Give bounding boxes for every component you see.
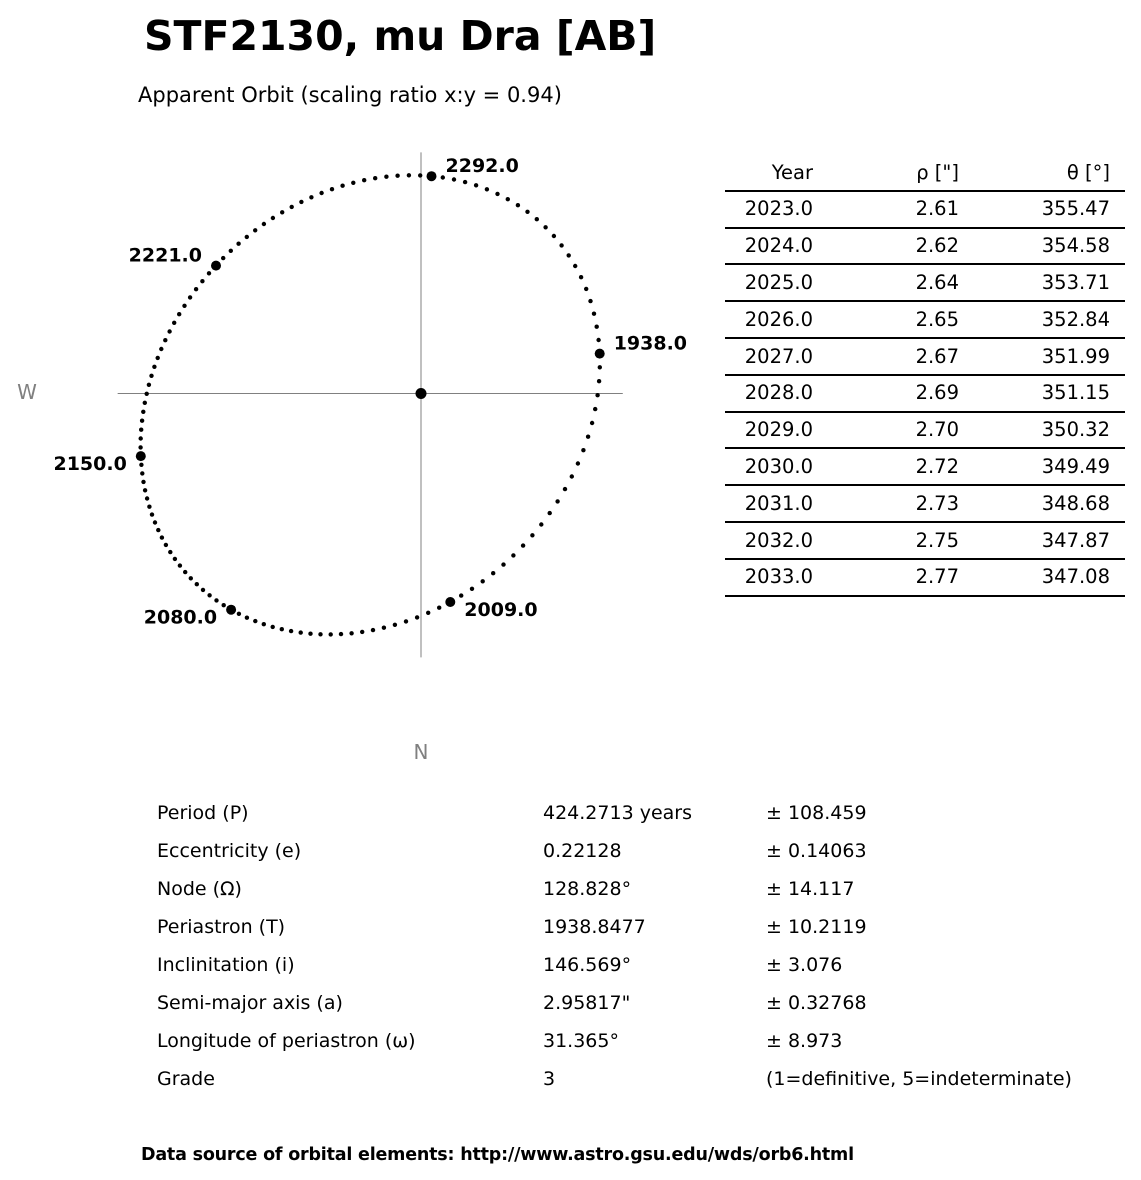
ephem-data-row bbox=[725, 376, 1125, 413]
orbit-dot bbox=[182, 304, 186, 308]
orbit-dot bbox=[245, 235, 249, 239]
element-value: 146.569° bbox=[543, 953, 632, 976]
ephem-header-cell: θ [°] bbox=[1066, 160, 1110, 184]
orbit-dot bbox=[163, 338, 167, 342]
orbit-dot bbox=[579, 275, 583, 279]
orbit-dot bbox=[437, 606, 441, 610]
orbit-dot bbox=[495, 192, 499, 196]
orbit-dot bbox=[530, 533, 534, 537]
orbit-dot bbox=[506, 197, 510, 201]
orbit-dot bbox=[299, 630, 303, 634]
orbit-year-label: 1938.0 bbox=[613, 332, 688, 355]
orbit-dot bbox=[167, 329, 171, 333]
orbit-dot bbox=[299, 200, 303, 204]
ephem-data-row bbox=[725, 486, 1125, 523]
ephem-cell: 2026.0 bbox=[744, 307, 813, 331]
orbit-dot bbox=[253, 228, 257, 232]
orbit-dot bbox=[559, 243, 563, 247]
orbit-epoch-dot bbox=[595, 349, 605, 359]
orbit-dot bbox=[563, 487, 567, 491]
orbit-dot bbox=[592, 312, 596, 316]
orbit-dot bbox=[207, 593, 211, 597]
orbit-dot bbox=[143, 401, 147, 405]
orbit-dot bbox=[168, 550, 172, 554]
orbit-dot bbox=[143, 488, 147, 492]
orbit-dot bbox=[598, 365, 602, 369]
orbit-dot bbox=[555, 499, 559, 503]
ephem-cell: 350.32 bbox=[1041, 418, 1110, 442]
orbit-dot bbox=[597, 379, 601, 383]
orbit-dot bbox=[384, 175, 388, 179]
orbit-epoch-dot bbox=[211, 261, 221, 271]
ephem-cell: 2.62 bbox=[915, 234, 959, 258]
orbit-dot bbox=[459, 593, 463, 597]
orbit-dot bbox=[200, 279, 204, 283]
orbit-year-label: 2292.0 bbox=[445, 155, 519, 178]
ephem-data-row bbox=[725, 449, 1125, 486]
orbit-dot bbox=[201, 588, 205, 592]
orbit-dot bbox=[548, 511, 552, 515]
element-value: 31.365° bbox=[543, 1029, 619, 1052]
ephem-cell: 349.49 bbox=[1041, 455, 1110, 479]
data-source-note: Data source of orbital elements: http://www.astro.gsu.edu/wds/orb6.html bbox=[141, 1145, 854, 1165]
orbit-dot bbox=[340, 184, 344, 188]
orbit-dot bbox=[590, 421, 594, 425]
ephemeris-table bbox=[725, 155, 1125, 597]
element-label: Node (Ω) bbox=[157, 877, 242, 900]
orbit-dot bbox=[371, 628, 375, 632]
orbit-dot bbox=[164, 543, 168, 547]
ephem-cell: 2027.0 bbox=[744, 344, 813, 368]
orbit-year-label: 2009.0 bbox=[464, 599, 538, 621]
orbit-dot bbox=[567, 253, 571, 257]
element-row bbox=[157, 794, 1106, 832]
element-value: 1938.8477 bbox=[543, 915, 646, 938]
orbit-dot bbox=[485, 187, 489, 191]
ephem-cell: 351.15 bbox=[1041, 381, 1110, 405]
orbit-dot bbox=[221, 256, 225, 260]
element-value: 0.22128 bbox=[543, 839, 622, 862]
ephem-cell: 347.08 bbox=[1041, 565, 1110, 589]
ephem-cell: 2033.0 bbox=[744, 565, 813, 589]
orbit-dot bbox=[407, 173, 411, 177]
orbit-dot bbox=[360, 630, 364, 634]
orbit-dot bbox=[415, 615, 419, 619]
orbit-dot bbox=[309, 195, 313, 199]
ephem-cell: 2030.0 bbox=[744, 455, 813, 479]
orbit-dot bbox=[576, 461, 580, 465]
ephem-cell: 351.99 bbox=[1041, 344, 1110, 368]
element-row bbox=[157, 984, 1106, 1022]
ephem-data-row bbox=[725, 229, 1125, 266]
ephem-cell: 2.70 bbox=[915, 418, 959, 442]
ephem-header-cell: ρ ["] bbox=[916, 160, 959, 184]
ephem-cell: 2.72 bbox=[915, 455, 959, 479]
element-label: Period (P) bbox=[157, 801, 249, 824]
orbit-dot bbox=[584, 287, 588, 291]
element-label: Semi-major axis (a) bbox=[157, 991, 343, 1014]
orbit-dot bbox=[595, 325, 599, 329]
orbit-dot bbox=[150, 512, 154, 516]
orbit-dot bbox=[153, 520, 157, 524]
element-label: Periastron (T) bbox=[157, 915, 286, 938]
ephem-cell: 2032.0 bbox=[744, 528, 813, 552]
ephem-cell: 348.68 bbox=[1041, 491, 1110, 515]
element-error: ± 108.459 bbox=[766, 801, 867, 824]
orbit-dot bbox=[145, 496, 149, 500]
orbit-dot bbox=[521, 543, 525, 547]
element-label: Eccentricity (e) bbox=[157, 839, 302, 862]
orbit-dot bbox=[373, 176, 377, 180]
orbit-dot bbox=[339, 632, 343, 636]
orbit-dot bbox=[330, 187, 334, 191]
orbit-dot bbox=[138, 445, 142, 449]
orbit-dot bbox=[329, 632, 333, 636]
orbit-epoch-dot bbox=[427, 171, 437, 181]
orbit-dot bbox=[481, 579, 485, 583]
ephem-cell: 355.47 bbox=[1041, 197, 1110, 221]
orbit-dot bbox=[140, 419, 144, 423]
orbit-dot bbox=[139, 436, 143, 440]
element-error: (1=definitive, 5=indeterminate) bbox=[766, 1067, 1072, 1090]
orbit-dot bbox=[395, 174, 399, 178]
orbit-year-label: 2080.0 bbox=[143, 606, 218, 629]
ephem-data-row bbox=[725, 560, 1125, 597]
orbit-dot bbox=[156, 356, 160, 360]
orbit-dot bbox=[552, 234, 556, 238]
orbit-dot bbox=[195, 582, 199, 586]
orbit-dot bbox=[222, 603, 226, 607]
orbit-dot bbox=[147, 505, 151, 509]
element-row bbox=[157, 832, 1106, 870]
element-error: ± 10.2119 bbox=[766, 915, 867, 938]
ephem-cell: 354.58 bbox=[1041, 234, 1110, 258]
ephem-cell: 2.77 bbox=[915, 565, 959, 589]
orbit-dot bbox=[570, 474, 574, 478]
orbit-dot bbox=[156, 528, 160, 532]
page-title: STF2130, mu Dra [AB] bbox=[144, 12, 657, 60]
orbit-dot bbox=[236, 242, 240, 246]
ephem-cell: 2.69 bbox=[915, 381, 959, 405]
orbit-dot bbox=[271, 625, 275, 629]
ephem-cell: 2024.0 bbox=[744, 234, 813, 258]
ephem-cell: 352.84 bbox=[1041, 307, 1110, 331]
orbit-dot bbox=[290, 205, 294, 209]
compass-north-label: N bbox=[413, 740, 429, 764]
orbit-dot bbox=[207, 271, 211, 275]
orbit-dot bbox=[178, 563, 182, 567]
orbit-dot bbox=[426, 611, 430, 615]
element-value: 2.95817" bbox=[543, 991, 631, 1014]
orbit-dot bbox=[214, 598, 218, 602]
element-row bbox=[157, 1060, 1106, 1098]
ephem-data-row bbox=[725, 192, 1125, 229]
orbit-dot bbox=[588, 299, 592, 303]
orbit-dot bbox=[595, 393, 599, 397]
ephem-cell: 2.75 bbox=[915, 528, 959, 552]
orbit-dot bbox=[474, 183, 478, 187]
ephem-data-row bbox=[725, 523, 1125, 560]
orbit-dot bbox=[140, 471, 144, 475]
orbit-dot bbox=[160, 535, 164, 539]
ephem-cell: 2025.0 bbox=[744, 271, 813, 295]
orbit-epoch-dot bbox=[136, 451, 146, 461]
orbit-dot bbox=[441, 175, 445, 179]
element-row bbox=[157, 1022, 1106, 1060]
ephem-header-row bbox=[725, 155, 1125, 192]
ephem-cell: 2031.0 bbox=[744, 491, 813, 515]
orbit-dot bbox=[280, 627, 284, 631]
orbit-dot bbox=[470, 587, 474, 591]
orbit-dot bbox=[543, 225, 547, 229]
orbit-dot bbox=[188, 295, 192, 299]
orbit-dot bbox=[491, 571, 495, 575]
ephem-cell: 353.71 bbox=[1041, 271, 1110, 295]
orbit-dot bbox=[318, 632, 322, 636]
orbit-dot bbox=[362, 178, 366, 182]
orbit-dot bbox=[173, 557, 177, 561]
orbit-dot bbox=[139, 463, 143, 467]
element-value: 3 bbox=[543, 1067, 556, 1090]
orbit-dot bbox=[262, 222, 266, 226]
orbit-dot bbox=[177, 312, 181, 316]
ephem-cell: 2.64 bbox=[915, 271, 959, 295]
orbit-dot bbox=[289, 629, 293, 633]
ephem-data-row bbox=[725, 302, 1125, 339]
element-label: Grade bbox=[157, 1067, 215, 1090]
ephem-cell: 2029.0 bbox=[744, 418, 813, 442]
orbit-dot bbox=[145, 392, 149, 396]
element-error: ± 0.14063 bbox=[766, 839, 867, 862]
orbit-dot bbox=[183, 570, 187, 574]
compass-west-label: W bbox=[17, 380, 37, 404]
orbit-dot bbox=[229, 249, 233, 253]
orbit-dot bbox=[194, 287, 198, 291]
ephem-cell: 2.73 bbox=[915, 491, 959, 515]
element-error: ± 8.973 bbox=[766, 1029, 843, 1052]
element-error: ± 3.076 bbox=[766, 953, 843, 976]
orbit-dot bbox=[253, 619, 257, 623]
orbit-dot bbox=[525, 210, 529, 214]
ephem-cell: 347.87 bbox=[1041, 528, 1110, 552]
orbit-dot bbox=[593, 407, 597, 411]
orbit-dot bbox=[237, 612, 241, 616]
orbit-year-label: 2150.0 bbox=[53, 453, 127, 476]
orbit-year-label: 2221.0 bbox=[128, 244, 202, 267]
ephem-cell: 2.61 bbox=[915, 197, 959, 221]
orbit-dot bbox=[271, 216, 275, 220]
primary-star-dot bbox=[416, 388, 427, 399]
element-error: ± 14.117 bbox=[766, 877, 855, 900]
element-label: Longitude of periastron (ω) bbox=[157, 1029, 416, 1052]
orbit-dot bbox=[382, 626, 386, 630]
element-row bbox=[157, 870, 1106, 908]
element-error: ± 0.32768 bbox=[766, 991, 867, 1014]
orbit-dot bbox=[501, 562, 505, 566]
orbit-dot bbox=[319, 191, 323, 195]
orbit-dot bbox=[349, 631, 353, 635]
ephem-data-row bbox=[725, 265, 1125, 302]
orbit-dot bbox=[586, 435, 590, 439]
orbit-dot bbox=[573, 264, 577, 268]
orbit-dot bbox=[581, 448, 585, 452]
orbit-dot bbox=[139, 428, 143, 432]
orbit-dot bbox=[280, 210, 284, 214]
element-value: 128.828° bbox=[543, 877, 632, 900]
orbit-dot bbox=[141, 480, 145, 484]
orbit-dot bbox=[262, 622, 266, 626]
ephem-cell: 2.65 bbox=[915, 307, 959, 331]
ephem-cell: 2023.0 bbox=[744, 197, 813, 221]
orbit-dot bbox=[535, 217, 539, 221]
element-row bbox=[157, 908, 1106, 946]
orbit-dot bbox=[245, 616, 249, 620]
orbit-dot bbox=[404, 619, 408, 623]
orbit-dot bbox=[149, 374, 153, 378]
orbit-dot bbox=[596, 338, 600, 342]
ephem-header-cell: Year bbox=[771, 160, 813, 184]
element-row bbox=[157, 946, 1106, 984]
orbit-dot bbox=[147, 383, 151, 387]
orbital-elements-list bbox=[157, 794, 1106, 1098]
orbit-dot bbox=[452, 177, 456, 181]
orbit-dot bbox=[172, 321, 176, 325]
orbit-epoch-dot bbox=[445, 597, 455, 607]
subtitle: Apparent Orbit (scaling ratio x:y = 0.94) bbox=[138, 83, 562, 107]
orbit-dot bbox=[516, 203, 520, 207]
element-value: 424.2713 years bbox=[543, 801, 692, 824]
orbit-dot bbox=[351, 181, 355, 185]
orbit-dot bbox=[393, 623, 397, 627]
orbit-dot bbox=[418, 173, 422, 177]
orbit-dot bbox=[152, 365, 156, 369]
orbit-dot bbox=[141, 410, 145, 414]
ephem-data-row bbox=[725, 413, 1125, 450]
orbit-dot bbox=[308, 632, 312, 636]
orbit-dot bbox=[463, 180, 467, 184]
orbit-dot bbox=[511, 553, 515, 557]
orbit-dot bbox=[189, 576, 193, 580]
ephem-cell: 2028.0 bbox=[744, 381, 813, 405]
ephem-data-row bbox=[725, 339, 1125, 376]
element-label: Inclinitation (i) bbox=[157, 953, 295, 976]
orbit-dot bbox=[159, 347, 163, 351]
orbit-epoch-dot bbox=[226, 605, 236, 615]
ephem-cell: 2.67 bbox=[915, 344, 959, 368]
orbit-dot bbox=[539, 522, 543, 526]
